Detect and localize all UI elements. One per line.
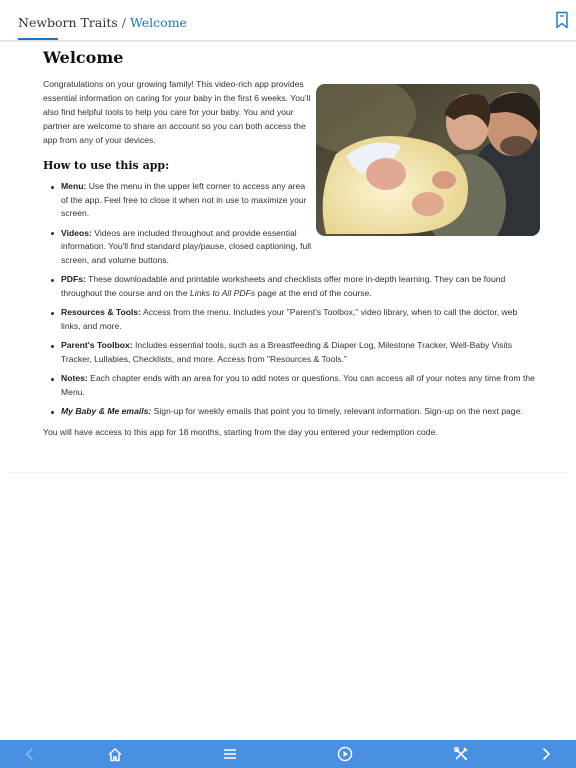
- bottom-nav-bar: [0, 740, 576, 768]
- breadcrumb: [18, 15, 187, 30]
- list-item: Videos: Videos are included throughout and provide essential information. You'll find standard play/pause, closed captioning, full screen, and volume buttons.: [43, 227, 313, 268]
- play-button[interactable]: [327, 740, 363, 768]
- breadcrumb-separator: /: [121, 15, 126, 30]
- parents-with-newborn-photo: [316, 84, 540, 236]
- main-content: [43, 48, 535, 439]
- back-button[interactable]: [12, 740, 48, 768]
- how-to-heading: How to use this app:: [43, 159, 170, 172]
- home-icon: [107, 747, 123, 762]
- list-item: Notes: Each chapter ends with an area for you to add notes or questions. You can access all of your notes any time from the Menu.: [43, 372, 535, 399]
- list-item: Resources & Tools: Access from the menu. Includes your "Parent's Toolbox," video library, when to call the doctor, web links, and more.: [43, 306, 535, 333]
- play-icon: [337, 746, 353, 762]
- content-divider: [8, 472, 568, 473]
- tools-button[interactable]: [443, 740, 479, 768]
- chevron-right-icon: [540, 747, 552, 761]
- bookmark-icon[interactable]: [555, 11, 569, 29]
- breadcrumb-parent[interactable]: Newborn Traits: [18, 15, 118, 30]
- top-header: [0, 0, 576, 42]
- page-title: Welcome: [43, 48, 124, 67]
- menu-icon: [223, 748, 237, 760]
- home-button[interactable]: [97, 740, 133, 768]
- menu-button[interactable]: [212, 740, 248, 768]
- tools-icon: [453, 746, 469, 762]
- breadcrumb-current: Welcome: [129, 15, 187, 30]
- chevron-left-icon: [24, 747, 36, 761]
- list-item: PDFs: These downloadable and printable worksheets and checklists offer more in-depth learning. They can be found throughout the course and on the Links to All PDFs page at the end of the course.: [43, 273, 535, 300]
- list-item: Menu: Use the menu in the upper left corner to access any area of the app. Feel free to close it when not in use to maximize your screen.: [43, 180, 313, 221]
- access-note: You will have access to this app for 18 months, starting from the day you entered your redemption code.: [43, 426, 438, 437]
- intro-paragraph: Congratulations on your growing family! This video-rich app provides essential information on caring for your baby in the first 6 weeks. You'll also find helpful tools to help you care for your baby. You and your partner are welcome to share an account so you can both access the app from any of your devices.: [43, 79, 311, 145]
- next-button[interactable]: [528, 740, 564, 768]
- list-item: Parent's Toolbox: Includes essential tools, such as a Breastfeeding & Diaper Log, Milestone Tracker, Well-Baby Visits Tracker, Lullabies, Checklists, and more. Access from "Resources & Tools.": [43, 339, 535, 366]
- active-tab-indicator: [18, 38, 58, 40]
- list-item: My Baby & Me emails: Sign-up for weekly emails that point you to timely, relevant information. Sign-up on the next page.: [43, 405, 535, 419]
